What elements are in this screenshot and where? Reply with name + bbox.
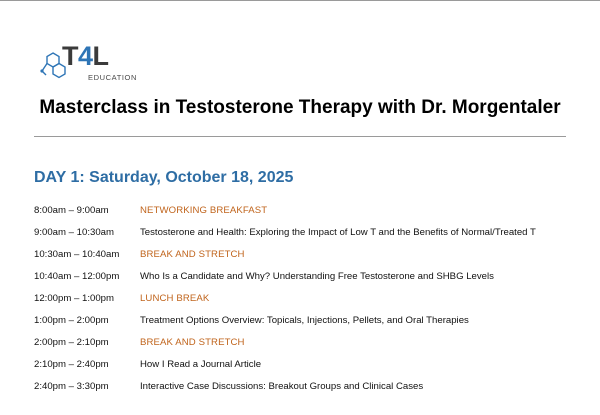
schedule-time: 2:10pm – 2:40pm	[34, 359, 109, 370]
schedule-break-event: LUNCH BREAK	[140, 293, 210, 304]
schedule-row	[34, 359, 594, 381]
schedule-time: 1:00pm – 2:00pm	[34, 315, 109, 326]
schedule-session-event: Who Is a Candidate and Why? Understanding Free Testosterone and SHBG Levels	[140, 271, 494, 282]
t4l-education-logo	[40, 43, 140, 85]
schedule-session-event: Treatment Options Overview: Topicals, Injections, Pellets, and Oral Therapies	[140, 315, 469, 326]
schedule-list	[34, 205, 594, 403]
schedule-session-event: How I Read a Journal Article	[140, 359, 262, 370]
schedule-row	[34, 381, 594, 403]
logo-letter-t: T	[62, 41, 78, 71]
top-divider	[0, 0, 600, 1]
day-heading: DAY 1: Saturday, October 18, 2025	[34, 169, 294, 186]
schedule-time: 10:30am – 10:40am	[34, 249, 120, 260]
logo-subtitle: EDUCATION	[88, 73, 138, 82]
schedule-time: 8:00am – 9:00am	[34, 205, 109, 216]
schedule-session-event: Interactive Case Discussions: Breakout Groups and Clinical Cases	[140, 381, 424, 392]
schedule-time: 2:00pm – 2:10pm	[34, 337, 109, 348]
logo-letter-l: L	[92, 41, 109, 71]
schedule-row	[34, 293, 594, 315]
schedule-row	[34, 205, 594, 227]
schedule-time: 2:40pm – 3:30pm	[34, 381, 109, 392]
schedule-row	[34, 271, 594, 293]
schedule-break-event: BREAK AND STRETCH	[140, 249, 245, 260]
schedule-time: 9:00am – 10:30am	[34, 227, 115, 238]
document-title: Masterclass in Testosterone Therapy with Dr. Morgentaler	[39, 97, 561, 118]
title-divider	[34, 136, 566, 137]
logo-wordmark	[62, 41, 109, 71]
schedule-row	[34, 227, 594, 249]
schedule-row	[34, 337, 594, 359]
logo-number-4: 4	[78, 41, 93, 71]
schedule-row	[34, 315, 594, 337]
schedule-time: 10:40am – 12:00pm	[34, 271, 120, 282]
schedule-break-event: BREAK AND STRETCH	[140, 337, 245, 348]
schedule-break-event: NETWORKING BREAKFAST	[140, 205, 268, 216]
schedule-session-event: Testosterone and Health: Exploring the Impact of Low T and the Benefits of Normal/Treated T	[140, 227, 536, 238]
schedule-time: 12:00pm – 1:00pm	[34, 293, 115, 304]
schedule-row	[34, 249, 594, 271]
